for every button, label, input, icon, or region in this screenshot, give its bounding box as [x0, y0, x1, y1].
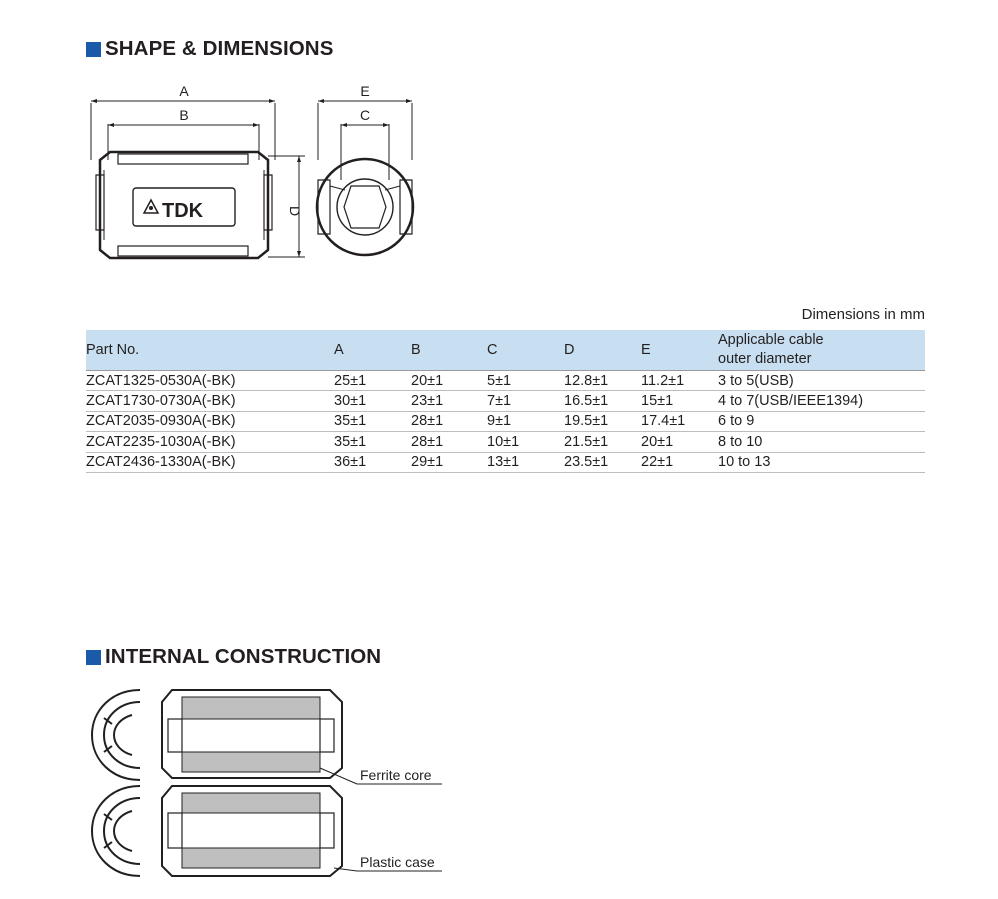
- header-e: E: [641, 330, 718, 371]
- cell-a: 25±1: [334, 371, 411, 391]
- tdk-logo-text: TDK: [162, 200, 204, 222]
- dim-c-label: C: [359, 107, 371, 123]
- internal-construction-title: INTERNAL CONSTRUCTION: [105, 645, 382, 668]
- header-cable-line2: outer diameter: [718, 351, 812, 367]
- header-c: C: [487, 330, 564, 371]
- cell-part-no: ZCAT2436-1330A(-BK): [86, 452, 334, 472]
- header-part-no: Part No.: [86, 330, 334, 371]
- ferrite-core-bottom: [182, 793, 320, 813]
- cell-cable: 8 to 10: [718, 432, 925, 452]
- dim-d-label: D: [287, 205, 303, 217]
- cell-e: 20±1: [641, 432, 718, 452]
- cell-a: 30±1: [334, 391, 411, 411]
- ferrite-core-bottom-lower: [182, 848, 320, 868]
- cell-e: 17.4±1: [641, 411, 718, 431]
- cell-d: 12.8±1: [564, 371, 641, 391]
- header-cable-diameter: [718, 330, 925, 371]
- cell-cable: 6 to 9: [718, 411, 925, 431]
- header-d: D: [564, 330, 641, 371]
- cell-e: 15±1: [641, 391, 718, 411]
- end-piece-top: [92, 690, 140, 780]
- cell-part-no: ZCAT2035-0930A(-BK): [86, 411, 334, 431]
- construction-drawing: [0, 0, 460, 899]
- shape-dimensions-title: SHAPE & DIMENSIONS: [105, 37, 334, 60]
- dim-a-label: A: [179, 83, 189, 99]
- cell-d: 23.5±1: [564, 452, 641, 472]
- cell-b: 23±1: [411, 391, 487, 411]
- cell-b: 29±1: [411, 452, 487, 472]
- header-a: A: [334, 330, 411, 371]
- cell-cable: 4 to 7(USB/IEEE1394): [718, 391, 925, 411]
- plastic-case-label: Plastic case: [360, 854, 435, 870]
- dim-b-label: B: [179, 107, 189, 123]
- header-cable-line1: Applicable cable: [718, 332, 824, 348]
- cell-c: 13±1: [487, 452, 564, 472]
- ferrite-core-top-lower: [182, 752, 320, 772]
- cell-b: 28±1: [411, 411, 487, 431]
- cell-c: 9±1: [487, 411, 564, 431]
- ferrite-core-label: Ferrite core: [360, 767, 432, 783]
- cell-e: 11.2±1: [641, 371, 718, 391]
- cell-a: 35±1: [334, 411, 411, 431]
- cell-d: 21.5±1: [564, 432, 641, 452]
- cell-c: 5±1: [487, 371, 564, 391]
- ferrite-core-top: [182, 697, 320, 719]
- cell-d: 16.5±1: [564, 391, 641, 411]
- cell-cable: 10 to 13: [718, 452, 925, 472]
- dimensions-note: Dimensions in mm: [801, 306, 925, 323]
- header-b: B: [411, 330, 487, 371]
- cell-d: 19.5±1: [564, 411, 641, 431]
- cell-part-no: ZCAT1730-0730A(-BK): [86, 391, 334, 411]
- cell-c: 10±1: [487, 432, 564, 452]
- cell-cable: 3 to 5(USB): [718, 371, 925, 391]
- cell-part-no: ZCAT1325-0530A(-BK): [86, 371, 334, 391]
- cell-b: 20±1: [411, 371, 487, 391]
- end-piece-bottom: [92, 786, 140, 876]
- cell-part-no: ZCAT2235-1030A(-BK): [86, 432, 334, 452]
- cell-a: 36±1: [334, 452, 411, 472]
- dim-e-label: E: [360, 83, 370, 99]
- cell-a: 35±1: [334, 432, 411, 452]
- cell-e: 22±1: [641, 452, 718, 472]
- cell-c: 7±1: [487, 391, 564, 411]
- cell-b: 28±1: [411, 432, 487, 452]
